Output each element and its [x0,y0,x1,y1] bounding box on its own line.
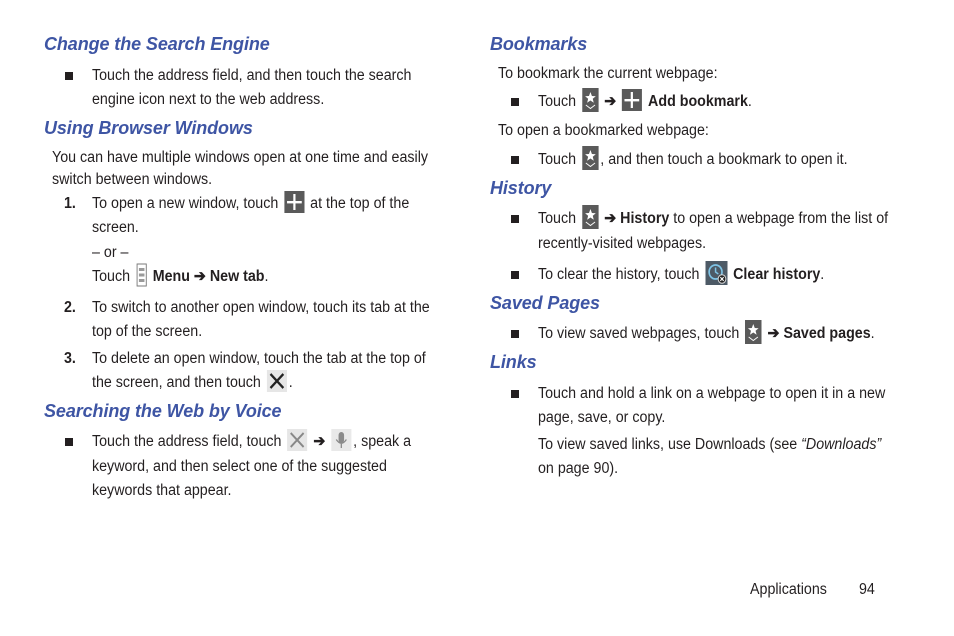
plus-icon [284,191,304,213]
history-line1: Touch ➔ History to open a webpage from the list of [538,207,888,231]
bullet [511,98,519,106]
step-1-alt: Touch Menu ➔ New tab. [92,265,268,289]
step-3-number: 3. [64,350,76,367]
saved-line: To view saved webpages, touch ➔ Saved pages. [538,322,875,346]
step-2-line1: To switch to another open window, touch its tab at the [92,299,430,316]
close-icon [267,370,287,392]
microphone-icon [331,429,351,451]
bullet [511,156,519,164]
bullet [511,271,519,279]
footer-section: Applications [750,581,827,598]
step-3-line2: the screen, and then touch . [92,371,293,395]
heading-bookmarks: Bookmarks [490,34,588,54]
bookmark-star-icon [582,88,599,112]
links-see-line2: on page 90). [538,460,619,477]
bookmark-star-icon [582,205,599,229]
bullet [65,72,73,80]
heading-searching-by-voice: Searching the Web by Voice [44,401,282,421]
bookmark-star-icon [745,320,762,344]
step-3-line1: To delete an open window, touch the tab at the top of [92,350,426,367]
downloads-reference[interactable]: “Downloads” [801,436,882,453]
bullet [511,330,519,338]
bullet [511,390,519,398]
windows-intro-line1: You can have multiple windows open at one time and easily [52,149,429,166]
search-engine-line1: Touch the address field, and then touch the search [92,67,412,84]
step-1-line2: screen. [92,219,139,236]
clear-history-icon [705,261,727,285]
history-line2: recently-visited webpages. [538,235,707,252]
step-1-number: 1. [64,195,76,212]
heading-links: Links [490,352,537,372]
links-line2: page, save, or copy. [538,409,666,426]
bookmarks-open-line: Touch , and then touch a bookmark to open it. [538,148,848,172]
links-see-line1: To view saved links, use Downloads (see “Downloads” [538,436,882,453]
step-1-line1: To open a new window, touch at the top of the [92,192,409,216]
search-engine-line2: engine icon next to the web address. [92,91,325,108]
bullet [65,438,73,446]
bookmarks-add-line: Touch ➔ Add bookmark. [538,90,752,114]
step-2-line2: top of the screen. [92,323,203,340]
voice-line2: keyword, and then select one of the suggested [92,458,387,475]
heading-history: History [490,178,552,198]
menu-icon [136,263,147,287]
or-separator: – or – [92,244,129,261]
close-icon [287,429,307,451]
bookmarks-intro1: To bookmark the current webpage: [498,65,718,82]
history-clear-line: To clear the history, touch Clear history. [538,263,824,287]
heading-saved-pages: Saved Pages [490,293,600,313]
voice-line1: Touch the address field, touch ➔ , speak a [92,430,411,454]
heading-using-browser-windows: Using Browser Windows [44,118,253,138]
windows-intro-line2: switch between windows. [52,171,213,188]
bookmarks-intro2: To open a bookmarked webpage: [498,122,709,139]
step-2-number: 2. [64,299,76,316]
page-number: 94 [859,581,875,598]
plus-icon [622,89,642,111]
heading-change-search-engine: Change the Search Engine [44,34,270,54]
bookmark-star-icon [582,146,599,170]
voice-line3: keywords that appear. [92,482,232,499]
links-line1: Touch and hold a link on a webpage to open it in a new [538,385,886,402]
bullet [511,215,519,223]
